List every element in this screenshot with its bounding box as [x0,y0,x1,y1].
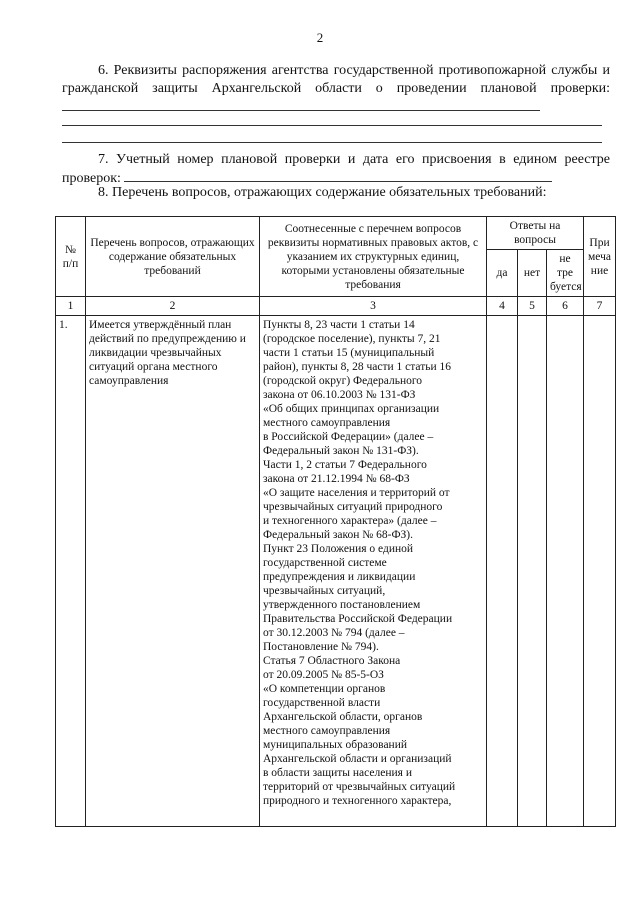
column-number: 1 [56,297,86,316]
header-notes: При меча ние [584,217,616,297]
section-7-paragraph [62,151,610,188]
page-number: 2 [316,30,324,45]
column-number: 7 [584,297,616,316]
column-number: 5 [518,297,547,316]
header-yes: да [487,250,518,297]
table-row [56,316,616,827]
column-number: 6 [547,297,584,316]
fill-line-6b[interactable] [62,125,602,126]
section-7-text: 7. Учетный номер плановой проверки и дата его присвоения в едином реестре проверок: [62,152,610,186]
section-6-text: 6. Реквизиты распоряжения агентства государственной противопожарной службы и гражданской защиты Архангельской области о проведении плановой проверки: [62,63,610,96]
header-not-required: не тре буется [547,250,584,297]
notes-cell[interactable] [584,316,616,827]
fill-line-7[interactable] [124,169,552,182]
header-requisites: Соотнесенные с перечнем вопросов реквизиты нормативных правовых актов, с указанием их структурных единиц, которыми установлены обязательные требования [260,217,487,297]
requirements-table [55,216,616,827]
fill-line-6c[interactable] [62,142,602,143]
header-answers: Ответы на вопросы [487,217,584,250]
answer-not-required-cell[interactable] [547,316,584,827]
table-header-row [56,217,616,250]
header-no: нет [518,250,547,297]
fill-line-6a[interactable] [62,98,540,111]
row-requisites: Пункты 8, 23 части 1 статьи 14 (городское поселение), пункты 7, 21 части 1 статьи 15 (муниципальный район), пункты 8, 28 части 1 статьи 16 (городской округ) Федерального закона от 06.10.2003 № 131-ФЗ «Об общих принципах организации местного самоуправления в Российской Федерации» (далее – Федеральный закон № 131-ФЗ). Части 1, 2 статьи 7 Федерального закона от 21.12.1994 № 68-ФЗ «О защите населения и территорий от чрезвычайных ситуаций природного и техногенного характера» (далее – Федеральный закон № 68-ФЗ). Пункт 23 Положения о единой государственной системе предупреждения и ликвидации чрезвычайных ситуаций, утвержденного постановлением Правительства Российской Федерации от 30.12.2003 № 794 (далее – Постановление № 794). Статья 7 Областного Закона от 20.09.2005 № 85-5-ОЗ «О компетенции органов государственной власти Архангельской области, органов местного самоуправления муниципальных образований Архангельской области и организаций в области защиты населения и территорий от чрезвычайных ситуаций природного и техногенного характера, [260,316,487,827]
column-number: 2 [86,297,260,316]
row-number: 1. [56,316,86,827]
section-6-paragraph [62,62,610,117]
column-number: 3 [260,297,487,316]
answer-yes-cell[interactable] [487,316,518,827]
column-number: 4 [487,297,518,316]
section-8-heading: 8. Перечень вопросов, отражающих содержание обязательных требований: [98,185,547,200]
column-number-row [56,297,616,316]
answer-no-cell[interactable] [518,316,547,827]
header-num: № п/п [56,217,86,297]
row-question: Имеется утверждённый план действий по предупреждению и ликвидации чрезвычайных ситуаций органа местного самоуправления [86,316,260,827]
header-questions: Перечень вопросов, отражающих содержание обязательных требований [86,217,260,297]
